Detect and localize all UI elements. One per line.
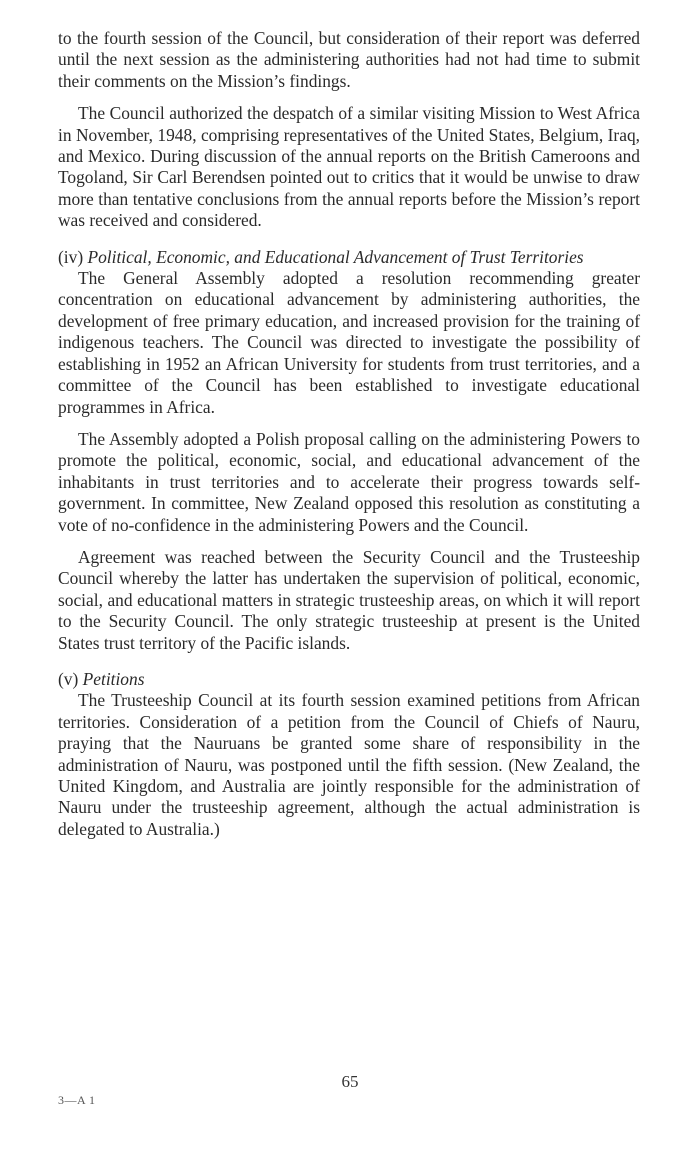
paragraph-security-council: Agreement was reached between the Security Council and the Trusteeship Council whereby the latter has undertaken the supervision of political, economic, social, and educational matters in strategic trusteeship areas, on which it will report to the Security Council. The only strategic trusteeship at present is the United States trust territory of the Pacific islands.	[58, 546, 640, 653]
paragraph-petitions: The Trusteeship Council at its fourth session examined petitions from African territories. Consideration of a petition from the Council of Chiefs of Nauru, praying that the Nauruans be granted some share of responsibility in the administration of Nauru, was postponed until the fifth session. (New Zealand, the United Kingdom, and Australia are jointly responsible for the administration of Nauru under the trusteeship agreement, although the actual administration is delegated to Australia.)	[58, 690, 640, 839]
paragraph-west-africa-mission: The Council authorized the despatch of a similar visiting Mission to West Africa in November, 1948, comprising representatives of the United States, Belgium, Iraq, and Mexico. During discussion of the annual reports on the British Cameroons and Togoland, Sir Carl Berendsen pointed out to critics that it would be unwise to draw more than tentative conclusions from the annual reports before the Mission’s report was received and considered.	[58, 103, 640, 231]
section-title: Political, Economic, and Educational Advancement of Trust Territories	[87, 246, 584, 267]
paragraph-general-assembly: The General Assembly adopted a resolution recommending greater concentration on educational advancement by administering authorities, the development of free primary education, and increased provision for the training of indigenous teachers. The Council was directed to investigate the possibility of establishing in 1952 an African University for students from trust territories, and a committee of the Council has been established to investigate educational programmes in Africa.	[58, 268, 640, 417]
section-heading-v	[58, 669, 640, 690]
printer-signature: 3—A 1	[58, 1093, 96, 1107]
document-page	[58, 28, 640, 840]
paragraph-mission-report: to the fourth session of the Council, but consideration of their report was deferred until the next session as the administering authorities had not had time to submit their comments on the Mission’s findings.	[58, 28, 640, 91]
section-heading-iv	[58, 247, 640, 268]
page-number: 65	[341, 1072, 359, 1091]
paragraph-polish-proposal: The Assembly adopted a Polish proposal calling on the administering Powers to promote the political, economic, social, and educational advancement of the inhabitants in trust territories and to accelerate their progress towards self-government. In committee, New Zealand opposed this resolution as constituting a vote of no-confidence in the administering Powers and the Council.	[58, 428, 640, 535]
section-title: Petitions	[82, 668, 145, 689]
section-number: (v)	[58, 668, 79, 689]
section-number: (iv)	[58, 246, 84, 267]
